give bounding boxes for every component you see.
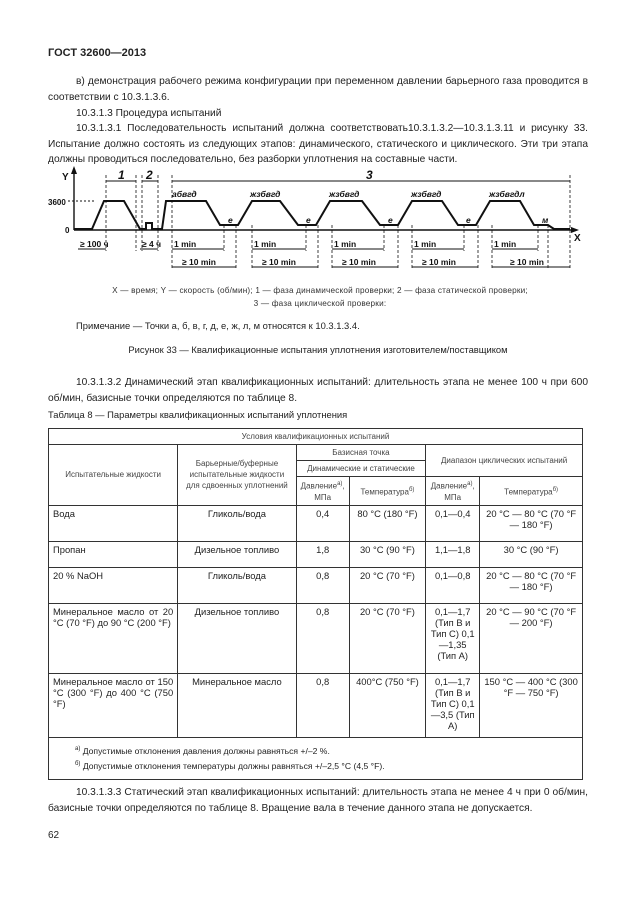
duration-1min: 1 min xyxy=(174,239,197,249)
points-group-2: жзбвгд xyxy=(250,189,281,199)
table-cell: 20 °С — 80 °С (70 °F — 180 °F) xyxy=(480,505,583,541)
table-cell: 30 °С (90 °F) xyxy=(349,541,426,567)
table-cell: Дизельное топливо xyxy=(178,541,297,567)
table-cell: 0,8 xyxy=(296,567,349,603)
duration-10min: ≥ 10 min xyxy=(422,257,456,267)
duration-1min: 1 min xyxy=(494,239,517,249)
legend-line-1: X — время; Y — скорость (об/мин); 1 — фаза динамической проверки; 2 — фаза статической проверки; xyxy=(112,286,528,295)
phase-3-label: 3 xyxy=(366,168,373,182)
header-conditions: Условия квалификационных испытаний xyxy=(49,429,583,445)
paragraph-10-3-1-3-2: 10.3.1.3.2 Динамический этап квалификационных испытаний: длительность этапа не менее 100 ч при 600 об/мин, базисные точки определяются по таблице 8. xyxy=(48,377,588,404)
points-group-1: абвгд xyxy=(172,189,197,199)
table-cell: 1,1—1,8 xyxy=(426,541,480,567)
legend-line-2: 3 — фаза циклической проверки: xyxy=(253,298,387,308)
table-cell: 20 °С (70 °F) xyxy=(349,603,426,673)
table-cell: 0,8 xyxy=(296,673,349,737)
paragraph-10-3-1-3-3: 10.3.1.3.3 Статический этап квалификационных испытаний: длительность этапа не менее 4 ч при 0 об/мин, базисные точки определяются по таблице 8. Вращение вала в течение данного этапа не допускается. xyxy=(48,787,588,814)
point-e: е xyxy=(306,215,311,225)
footnote-a: $^{а)}$ Допустимые отклонения давления должны равняться +/–2 %. xyxy=(75,745,330,756)
figure-legend xyxy=(60,285,580,310)
points-group-3: жзбвгд xyxy=(329,189,360,199)
table-cell: Гликоль/вода xyxy=(178,505,297,541)
header-barrier: Барьерные/буферные испытательные жидкости для сдвоенных уплотнений xyxy=(178,445,297,506)
table-cell: 30 °С (90 °F) xyxy=(480,541,583,567)
phase-2-label: 2 xyxy=(146,168,153,182)
table-cell: Гликоль/вода xyxy=(178,567,297,603)
table-cell: Минеральное масло от 20 °С (70 °F) до 90 °С (200 °F) xyxy=(49,603,178,673)
table-cell: 0,4 xyxy=(296,505,349,541)
figure-33-diagram xyxy=(48,165,588,280)
paragraph-v: в) демонстрация рабочего режима конфигурации при переменном давлении барьерного газа проводится в соответствии с 10.3.1.3.6. xyxy=(48,76,588,103)
table-cell: 150 °С — 400 °С (300 °F — 750 °F) xyxy=(480,673,583,737)
header-cyc-temperature: Температура$^{б)}$ xyxy=(480,477,583,506)
x-axis-label: X xyxy=(574,233,581,244)
phase-1-label: 1 xyxy=(118,168,125,182)
points-group-5: жзбвгдл xyxy=(489,189,525,199)
duration-1min: 1 min xyxy=(254,239,277,249)
header-dyn-stat: Динамические и статические xyxy=(296,461,426,477)
duration-10min: ≥ 10 min xyxy=(182,257,216,267)
table-cell: 400°С (750 °F) xyxy=(349,673,426,737)
table-cell: 0,1—1,7 (Тип В и Тип С) 0,1—3,5 (Тип А) xyxy=(426,673,480,737)
paragraph-10-3-1-3-1: 10.3.1.3.1 Последовательность испытаний должна соответствовать10.3.1.3.2—10.3.1.3.11 и рисунку 33. Испытание должно состоять из следующих этапов: динамического, статического и циклического. Эти три этапа должны проводиться последовательно, без разборки уплотнения на составные части. xyxy=(48,123,588,165)
section-title: 10.3.1.3 Процедура испытаний xyxy=(76,108,222,119)
point-m: м xyxy=(542,215,549,225)
table-cell: 0,1—1,7 (Тип В и Тип С) 0,1—1,35 (Тип А) xyxy=(426,603,480,673)
table-8 xyxy=(48,428,583,780)
point-e: е xyxy=(466,215,471,225)
table-cell: 20 % NaOH xyxy=(49,567,178,603)
duration-10min: ≥ 10 min xyxy=(262,257,296,267)
page-number: 62 xyxy=(48,830,60,841)
header-cyclic: Диапазон циклических испытаний xyxy=(426,445,583,477)
document-header: ГОСТ 32600—2013 xyxy=(48,47,147,59)
y-axis-label: Y xyxy=(62,172,69,183)
table-cell: Дизельное топливо xyxy=(178,603,297,673)
footnote-b: $^{б)}$ Допустимые отклонения температуры должны равняться +/–2,5 °С (4,5 °F). xyxy=(75,760,385,771)
table-cell: 0,8 xyxy=(296,603,349,673)
table-cell: 80 °С (180 °F) xyxy=(349,505,426,541)
duration-100h: ≥ 100 ч xyxy=(80,239,109,249)
table-caption: Таблица 8 — Параметры квалификационных испытаний уплотнения xyxy=(48,409,348,420)
table-cell: Минеральное масло xyxy=(178,673,297,737)
table-cell: 0,1—0,4 xyxy=(426,505,480,541)
point-e: е xyxy=(388,215,393,225)
table-cell: 1,8 xyxy=(296,541,349,567)
figure-note: Примечание — Точки а, б, в, г, д, е, ж, л, м относятся к 10.3.1.3.4. xyxy=(76,320,360,331)
y-value-label: 3600 xyxy=(48,198,66,207)
figure-caption: Рисунок 33 — Квалификационные испытания уплотнения изготовителем/поставщиком xyxy=(128,344,508,355)
table-cell: 20 °С (70 °F) xyxy=(349,567,426,603)
zero-label: 0 xyxy=(65,226,70,235)
header-fluid: Испытательные жидкости xyxy=(49,445,178,506)
duration-10min: ≥ 10 min xyxy=(510,257,544,267)
header-temperature: Температура$^{б)}$ xyxy=(349,477,426,506)
table-cell: Пропан xyxy=(49,541,178,567)
duration-4h: ≥ 4 ч xyxy=(142,239,162,249)
table-cell: Минеральное масло от 150 °С (300 °F) до 400 °С (750 °F) xyxy=(49,673,178,737)
header-cyc-pressure: Давление$^{а)}$, МПа xyxy=(426,477,480,506)
header-base-point: Базисная точка xyxy=(296,445,426,461)
table-footnotes xyxy=(49,737,583,780)
duration-1min: 1 min xyxy=(334,239,357,249)
table-cell: 0,1—0,8 xyxy=(426,567,480,603)
header-pressure: Давление$^{а)}$, МПа xyxy=(296,477,349,506)
points-group-4: жзбвгд xyxy=(411,189,442,199)
duration-10min: ≥ 10 min xyxy=(342,257,376,267)
table-cell: 20 °С — 90 °С (70 °F — 200 °F) xyxy=(480,603,583,673)
duration-1min: 1 min xyxy=(414,239,437,249)
point-e: е xyxy=(228,215,233,225)
table-cell: Вода xyxy=(49,505,178,541)
table-cell: 20 °С — 80 °С (70 °F — 180 °F) xyxy=(480,567,583,603)
